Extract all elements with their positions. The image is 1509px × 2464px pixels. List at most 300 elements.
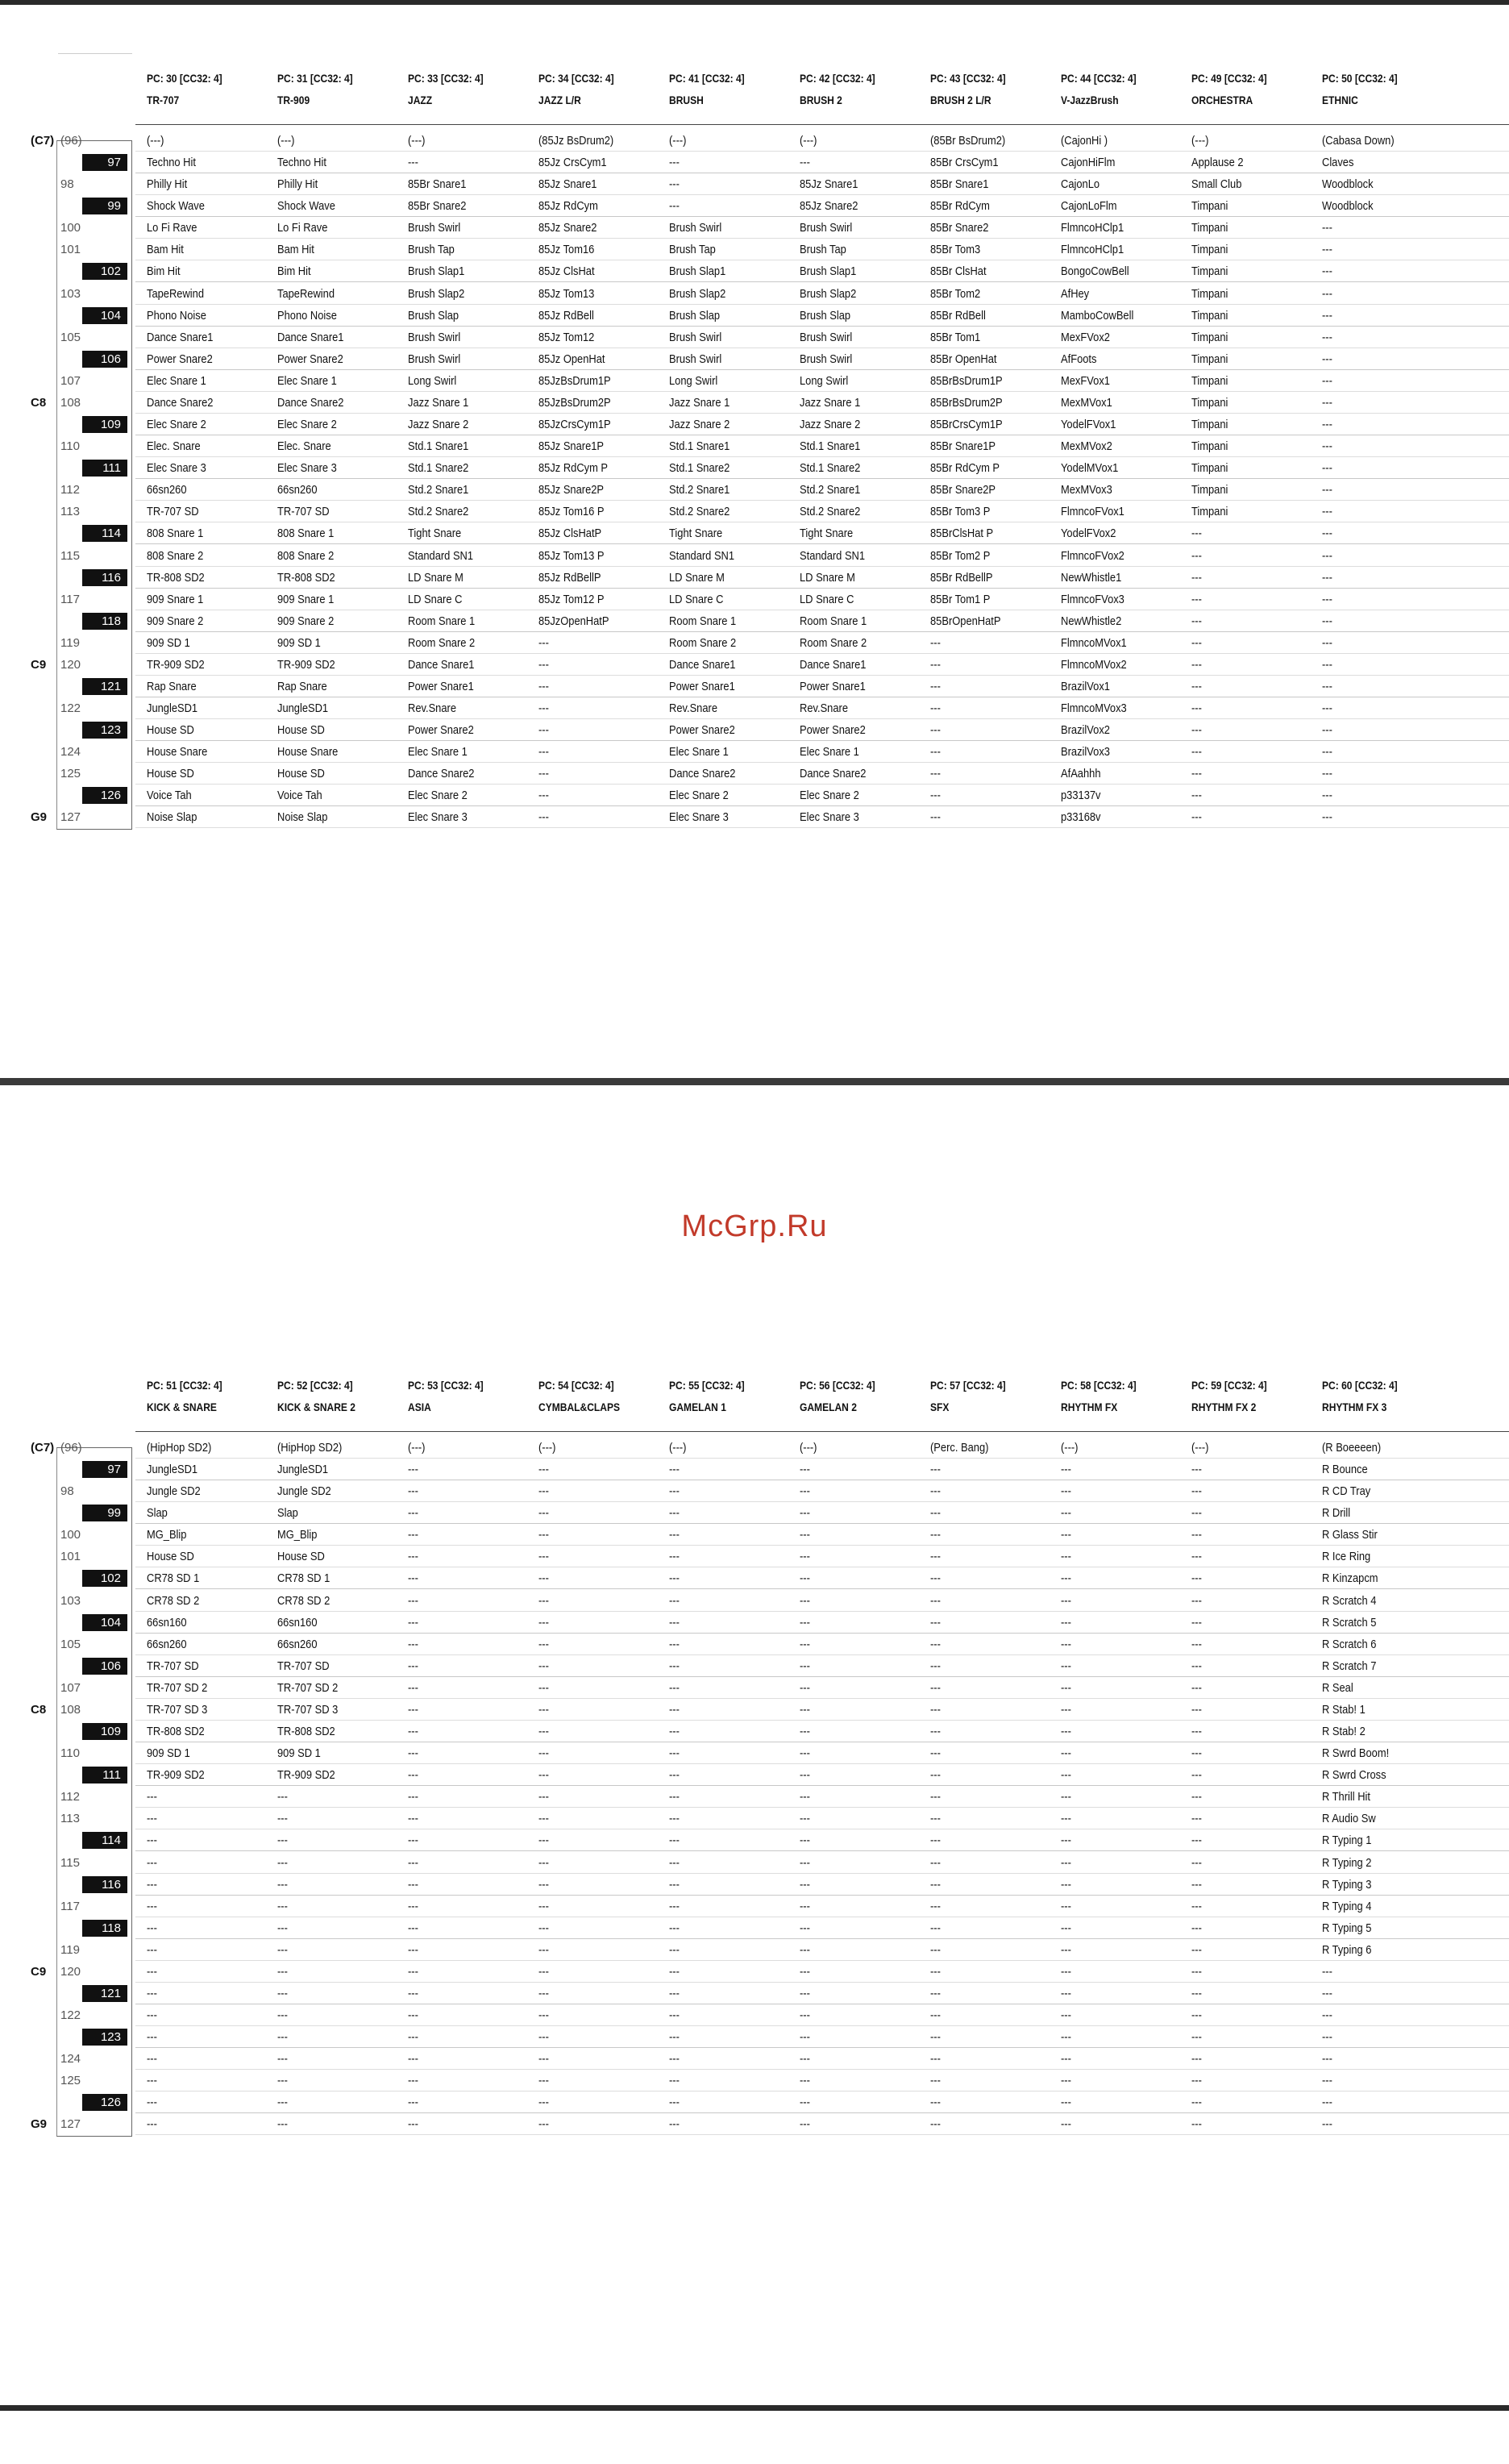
black-key — [82, 198, 127, 214]
table-cell: Standard SN1 — [669, 548, 735, 563]
table-row — [0, 1677, 1509, 1699]
table-row — [0, 741, 1509, 763]
table-cell: --- — [930, 1680, 941, 1695]
table-cell: --- — [800, 1615, 810, 1629]
note-number: 97 — [107, 156, 121, 170]
table-cell: --- — [1322, 308, 1332, 323]
table-cell: --- — [147, 1812, 157, 1826]
black-key — [82, 416, 127, 433]
table-cell: (CajonHi ) — [1061, 134, 1108, 148]
table-cell: --- — [930, 635, 941, 650]
table-cell: --- — [408, 1615, 418, 1629]
table-cell: --- — [669, 1790, 680, 1804]
table-cell: --- — [1191, 2074, 1202, 2088]
table-cell: --- — [669, 1484, 680, 1499]
table-cell: Phono Noise — [277, 308, 337, 323]
column-header-pc: PC: 50 [CC32: 4] — [1322, 72, 1398, 85]
table-cell: Room Snare 1 — [408, 614, 476, 628]
table-cell: 85Jz Tom13 P — [538, 548, 605, 563]
table-cell: --- — [408, 1877, 418, 1892]
table-cell: --- — [408, 1484, 418, 1499]
table-cell: --- — [669, 1550, 680, 1564]
note-number: 99 — [107, 199, 121, 214]
watermark: McGrp.Ru — [681, 1209, 828, 1243]
note-number: 122 — [60, 2008, 81, 2023]
black-key — [82, 1920, 127, 1937]
table-cell: --- — [408, 1550, 418, 1564]
table-cell: (---) — [800, 134, 817, 148]
note-number: 107 — [60, 1680, 81, 1695]
table-cell: MexMVox2 — [1061, 439, 1112, 454]
table-cell: Power Snare2 — [277, 352, 343, 366]
table-cell: 909 SD 1 — [147, 1746, 190, 1761]
column-header — [1061, 68, 1172, 111]
table-cell: Techno Hit — [147, 156, 196, 170]
table-cell: Elec. Snare — [277, 439, 331, 454]
table-cell: --- — [538, 2117, 549, 2132]
table-cell: 909 Snare 2 — [277, 614, 335, 628]
note-number: 114 — [102, 527, 121, 541]
section-divider — [0, 1078, 1509, 1085]
table-cell: --- — [408, 1899, 418, 1913]
column-header-pc: PC: 43 [CC32: 4] — [930, 72, 1006, 85]
table-cell: --- — [277, 1790, 288, 1804]
table-cell: FlmncoFVox3 — [1061, 592, 1124, 606]
table-cell: --- — [1322, 461, 1332, 476]
table-cell: --- — [1061, 1484, 1071, 1499]
table-cell: Jazz Snare 2 — [800, 418, 861, 432]
table-cell: --- — [1322, 330, 1332, 344]
table-cell: --- — [1322, 243, 1332, 257]
table-cell: TapeRewind — [147, 286, 205, 301]
column-header-name: JAZZ L/R — [538, 94, 581, 106]
table-cell: --- — [538, 1790, 549, 1804]
table-cell: --- — [930, 1484, 941, 1499]
table-cell: Jungle SD2 — [277, 1484, 331, 1499]
table-cell: TR-808 SD2 — [277, 1725, 335, 1739]
table-cell: --- — [930, 810, 941, 825]
table-cell: --- — [800, 2074, 810, 2088]
table-cell: --- — [669, 2030, 680, 2045]
table-cell: R Typing 5 — [1322, 1921, 1372, 1935]
table-cell: Brush Slap2 — [669, 286, 726, 301]
table-cell: --- — [538, 1463, 549, 1477]
table-cell: Brush Slap — [669, 308, 721, 323]
table-cell: (---) — [277, 134, 295, 148]
table-cell: --- — [277, 2008, 288, 2023]
table-cell: --- — [930, 1833, 941, 1848]
table-cell: --- — [538, 1725, 549, 1739]
table-row — [0, 1874, 1509, 1896]
table-cell: --- — [1322, 395, 1332, 410]
table-cell: 85Br Tom1 P — [930, 592, 991, 606]
table-cell: Dance Snare2 — [669, 767, 736, 781]
table-cell: Brush Swirl — [800, 221, 853, 235]
table-cell: Elec Snare 3 — [277, 461, 337, 476]
table-cell: --- — [538, 1506, 549, 1521]
table-cell: --- — [1191, 1484, 1202, 1499]
table-row — [0, 1459, 1509, 1480]
table-cell: --- — [538, 789, 549, 803]
table-cell: FlmncoMVox2 — [1061, 657, 1127, 672]
table-cell: Dance Snare1 — [147, 330, 214, 344]
table-cell: --- — [408, 1463, 418, 1477]
table-cell: --- — [800, 2008, 810, 2023]
table-cell: 85Br Tom2 — [930, 286, 981, 301]
table-cell: Dance Snare2 — [408, 767, 475, 781]
table-cell: --- — [538, 1550, 549, 1564]
table-row — [0, 348, 1509, 370]
table-cell: 909 Snare 2 — [147, 614, 204, 628]
note-number: 113 — [60, 505, 80, 519]
table-cell: TR-808 SD2 — [277, 570, 335, 585]
table-cell: Std.2 Snare1 — [408, 483, 469, 497]
table-cell: Timpani — [1191, 505, 1228, 519]
table-cell: TR-909 SD2 — [147, 1768, 205, 1783]
table-cell: --- — [669, 2052, 680, 2067]
table-cell: --- — [800, 1987, 810, 2000]
table-cell: YodelFVox1 — [1061, 418, 1116, 432]
row-separator — [135, 827, 1509, 828]
column-header-name: ASIA — [408, 1401, 431, 1413]
note-number: 124 — [60, 2052, 81, 2067]
table-cell: Std.2 Snare2 — [408, 505, 469, 519]
table-cell: --- — [669, 2117, 680, 2132]
table-cell: House SD — [147, 1550, 194, 1564]
table-cell: Voice Tah — [147, 789, 192, 803]
column-header — [147, 68, 258, 111]
table-cell: --- — [800, 1702, 810, 1717]
table-cell: 85Jz RdCym P — [538, 461, 609, 476]
table-cell: --- — [147, 2030, 157, 2045]
column-header-name: RHYTHM FX — [1061, 1401, 1118, 1413]
table-cell: --- — [1191, 1637, 1202, 1651]
table-cell: 909 SD 1 — [277, 635, 321, 650]
table-cell: --- — [669, 1637, 680, 1651]
table-cell: --- — [669, 1463, 680, 1477]
table-cell: --- — [930, 657, 941, 672]
table-cell: --- — [930, 2096, 941, 2110]
black-key — [82, 1505, 127, 1521]
octave-label: C9 — [31, 657, 47, 672]
table-cell: Timpani — [1191, 221, 1228, 235]
table-cell: Rap Snare — [277, 680, 327, 693]
table-cell: --- — [538, 701, 549, 716]
note-number: 113 — [60, 1812, 80, 1826]
column-header-pc: PC: 56 [CC32: 4] — [800, 1379, 875, 1392]
table-cell: --- — [800, 1593, 810, 1608]
table-cell: --- — [538, 1877, 549, 1892]
note-number: 115 — [60, 548, 80, 563]
table-cell: 85Br Snare2P — [930, 483, 996, 497]
table-cell: (---) — [669, 1441, 687, 1455]
table-cell: 808 Snare 1 — [147, 527, 204, 541]
table-cell: --- — [1061, 1615, 1071, 1629]
table-cell: 85Br ClsHat — [930, 264, 987, 279]
table-cell: --- — [408, 1942, 418, 1957]
column-header-name: BRUSH — [669, 94, 704, 106]
note-number: 126 — [100, 2096, 121, 2110]
table-cell: Brush Slap2 — [408, 286, 465, 301]
octave-label: C8 — [31, 395, 47, 410]
table-cell: --- — [669, 1528, 680, 1542]
column-header — [1061, 1375, 1172, 1418]
table-row — [0, 392, 1509, 414]
table-cell: --- — [277, 1812, 288, 1826]
table-cell: --- — [538, 2052, 549, 2067]
table-cell: TR-707 SD 3 — [277, 1702, 339, 1717]
table-row — [0, 2004, 1509, 2026]
table-cell: (---) — [538, 1441, 556, 1455]
column-header-name: RHYTHM FX 3 — [1322, 1401, 1387, 1413]
table-cell: (---) — [408, 134, 426, 148]
table-cell: Long Swirl — [408, 373, 457, 388]
table-cell: --- — [538, 1768, 549, 1783]
column-header-pc: PC: 54 [CC32: 4] — [538, 1379, 614, 1392]
black-key — [82, 525, 127, 542]
table-cell: Jazz Snare 2 — [408, 418, 469, 432]
table-cell: Brush Slap2 — [800, 286, 857, 301]
note-number: 106 — [100, 1659, 121, 1673]
table-row — [0, 173, 1509, 195]
table-cell: --- — [408, 1571, 418, 1586]
table-cell: --- — [1061, 1855, 1071, 1870]
table-cell: --- — [1061, 1964, 1071, 1979]
note-number: 104 — [100, 308, 121, 323]
table-cell: --- — [930, 1987, 941, 2000]
table-row — [0, 501, 1509, 522]
table-cell: --- — [669, 1725, 680, 1739]
table-cell: --- — [277, 1921, 288, 1935]
table-cell: --- — [147, 1899, 157, 1913]
column-header — [277, 1375, 389, 1418]
table-cell: --- — [1322, 592, 1332, 606]
table-cell: --- — [930, 1615, 941, 1629]
table-cell: House SD — [147, 723, 194, 738]
table-cell: --- — [669, 2096, 680, 2110]
table-cell: R Swrd Boom! — [1322, 1746, 1390, 1761]
table-cell: AfHey — [1061, 286, 1090, 301]
column-header — [1322, 1375, 1433, 1418]
table-cell: --- — [1191, 1790, 1202, 1804]
column-header — [147, 1375, 258, 1418]
table-cell: --- — [1322, 745, 1332, 760]
table-cell: JungleSD1 — [277, 1463, 329, 1477]
column-header — [1191, 68, 1303, 111]
table-cell: R CD Tray — [1322, 1484, 1371, 1499]
table-cell: --- — [538, 1921, 549, 1935]
table-cell: --- — [930, 2008, 941, 2023]
table-cell: --- — [408, 1593, 418, 1608]
column-header — [669, 1375, 780, 1418]
table-cell: --- — [1061, 1899, 1071, 1913]
table-cell: --- — [1322, 723, 1332, 738]
table-cell: --- — [147, 1877, 157, 1892]
table-cell: 85Jz Tom16 P — [538, 505, 605, 519]
table-cell: --- — [800, 1964, 810, 1979]
table-cell: --- — [1061, 1942, 1071, 1957]
table-cell: LD Snare C — [408, 592, 463, 606]
column-header-name: ETHNIC — [1322, 94, 1358, 106]
black-key — [82, 351, 127, 368]
table-cell: Dance Snare2 — [277, 395, 344, 410]
note-number: 126 — [100, 789, 121, 803]
column-header — [538, 68, 650, 111]
table-cell: (---) — [800, 1441, 817, 1455]
table-cell: Elec Snare 3 — [669, 810, 729, 825]
black-key — [82, 1723, 127, 1740]
table-cell: --- — [800, 1571, 810, 1586]
note-number: 97 — [107, 1463, 121, 1477]
table-cell: --- — [1061, 1921, 1071, 1935]
table-cell: Std.2 Snare1 — [669, 483, 730, 497]
table-cell: --- — [408, 2117, 418, 2132]
table-cell: R Scratch 7 — [1322, 1659, 1377, 1673]
table-cell: --- — [1191, 570, 1202, 585]
table-cell: --- — [538, 767, 549, 781]
table-cell: (Cabasa Down) — [1322, 134, 1395, 148]
table-cell: --- — [1061, 1637, 1071, 1651]
table-cell: Timpani — [1191, 483, 1228, 497]
table-row — [0, 1590, 1509, 1612]
table-cell: --- — [147, 2096, 157, 2110]
note-number: 119 — [60, 635, 80, 650]
table-cell: MexFVox1 — [1061, 373, 1110, 388]
table-cell: --- — [1061, 1790, 1071, 1804]
table-cell: Power Snare2 — [669, 723, 735, 738]
table-cell: AfAahhh — [1061, 767, 1101, 781]
table-cell: --- — [1061, 1812, 1071, 1826]
table-cell: --- — [669, 2008, 680, 2023]
table-cell: R Kinzapcm — [1322, 1571, 1378, 1586]
table-row — [0, 545, 1509, 567]
table-cell: --- — [1191, 723, 1202, 738]
table-cell: 85Jz OpenHat — [538, 352, 605, 366]
table-cell: --- — [669, 1746, 680, 1761]
table-cell: Std.2 Snare2 — [800, 505, 861, 519]
black-key — [82, 2029, 127, 2046]
table-cell: MexFVox2 — [1061, 330, 1110, 344]
table-cell: --- — [930, 1855, 941, 1870]
table-cell: p33137v — [1061, 789, 1101, 803]
table-cell: Room Snare 2 — [669, 635, 737, 650]
table-row — [0, 1546, 1509, 1567]
table-cell: 85JzOpenHatP — [538, 614, 609, 628]
table-cell: --- — [669, 1768, 680, 1783]
black-key — [82, 460, 127, 477]
column-header — [930, 1375, 1041, 1418]
table-cell: --- — [1322, 570, 1332, 585]
note-number: 124 — [60, 745, 81, 760]
table-row — [0, 1655, 1509, 1677]
column-header-name: RHYTHM FX 2 — [1191, 1401, 1257, 1413]
table-cell: p33168v — [1061, 810, 1101, 825]
table-cell: --- — [538, 1659, 549, 1673]
table-cell: R Typing 3 — [1322, 1877, 1372, 1892]
column-header-name: SFX — [930, 1401, 950, 1413]
table-cell: CajonHiFlm — [1061, 156, 1116, 170]
table-cell: (R Boeeeen) — [1322, 1441, 1382, 1455]
column-header-name: CYMBAL&CLAPS — [538, 1401, 621, 1413]
black-key — [82, 1876, 127, 1893]
table-cell: Elec Snare 2 — [147, 418, 206, 432]
table-cell: Elec Snare 1 — [800, 745, 859, 760]
table-cell: 85Jz Snare2P — [538, 483, 605, 497]
table-cell: --- — [1322, 352, 1332, 366]
table-cell: MexMVox1 — [1061, 395, 1112, 410]
table-cell: --- — [1061, 1702, 1071, 1717]
table-cell: --- — [1322, 527, 1332, 541]
table-cell: --- — [538, 723, 549, 738]
column-header-name: V-JazzBrush — [1061, 94, 1119, 106]
table-cell: --- — [669, 199, 680, 214]
table-cell: --- — [669, 1615, 680, 1629]
table-cell: --- — [1322, 2030, 1332, 2045]
table-cell: --- — [147, 2052, 157, 2067]
table-cell: 85BrClsHat P — [930, 527, 994, 541]
table-cell: 66sn260 — [147, 1637, 187, 1651]
table-cell: --- — [930, 2117, 941, 2132]
black-key — [82, 1832, 127, 1849]
table-cell: --- — [800, 1506, 810, 1521]
table-row — [0, 2070, 1509, 2091]
table-cell: 85Br Snare1P — [930, 439, 996, 454]
note-number: (96) — [60, 134, 82, 148]
table-cell: --- — [1191, 2030, 1202, 2045]
black-key — [82, 722, 127, 739]
table-cell: --- — [1322, 221, 1332, 235]
octave-label: G9 — [31, 810, 48, 825]
note-number: 102 — [100, 264, 121, 279]
table-row — [0, 283, 1509, 305]
table-cell: Elec Snare 3 — [800, 810, 859, 825]
table-cell: R Swrd Cross — [1322, 1768, 1386, 1783]
table-cell: TR-909 SD2 — [277, 1768, 335, 1783]
table-cell: --- — [1322, 701, 1332, 716]
table-cell: (---) — [1191, 134, 1209, 148]
table-cell: --- — [1061, 1528, 1071, 1542]
table-cell: Std.2 Snare1 — [800, 483, 861, 497]
bottom-rule — [0, 2405, 1509, 2411]
table-cell: 85Br Snare1 — [930, 177, 989, 192]
table-row — [0, 1524, 1509, 1546]
table-cell: --- — [277, 2052, 288, 2067]
table-cell: MexMVox3 — [1061, 483, 1112, 497]
table-cell: Jazz Snare 1 — [408, 395, 469, 410]
table-cell: LD Snare C — [669, 592, 724, 606]
table-row — [0, 370, 1509, 392]
table-cell: --- — [1322, 505, 1332, 519]
black-key — [82, 263, 127, 280]
table-row — [0, 1983, 1509, 2004]
table-cell: --- — [1191, 1855, 1202, 1870]
table-cell: --- — [930, 1550, 941, 1564]
black-key — [82, 1658, 127, 1675]
table-cell: Standard SN1 — [408, 548, 474, 563]
table-cell: 808 Snare 2 — [147, 548, 204, 563]
black-key — [82, 1614, 127, 1631]
table-cell: --- — [1191, 2052, 1202, 2067]
table-cell: 85Jz CrsCym1 — [538, 156, 607, 170]
table-row — [0, 567, 1509, 589]
table-cell: Brush Swirl — [800, 352, 853, 366]
table-cell: --- — [930, 2052, 941, 2067]
table-cell: Noise Slap — [277, 810, 328, 825]
table-cell: --- — [1322, 614, 1332, 628]
table-row — [0, 1634, 1509, 1655]
table-cell: --- — [1322, 439, 1332, 454]
table-cell: --- — [930, 767, 941, 781]
